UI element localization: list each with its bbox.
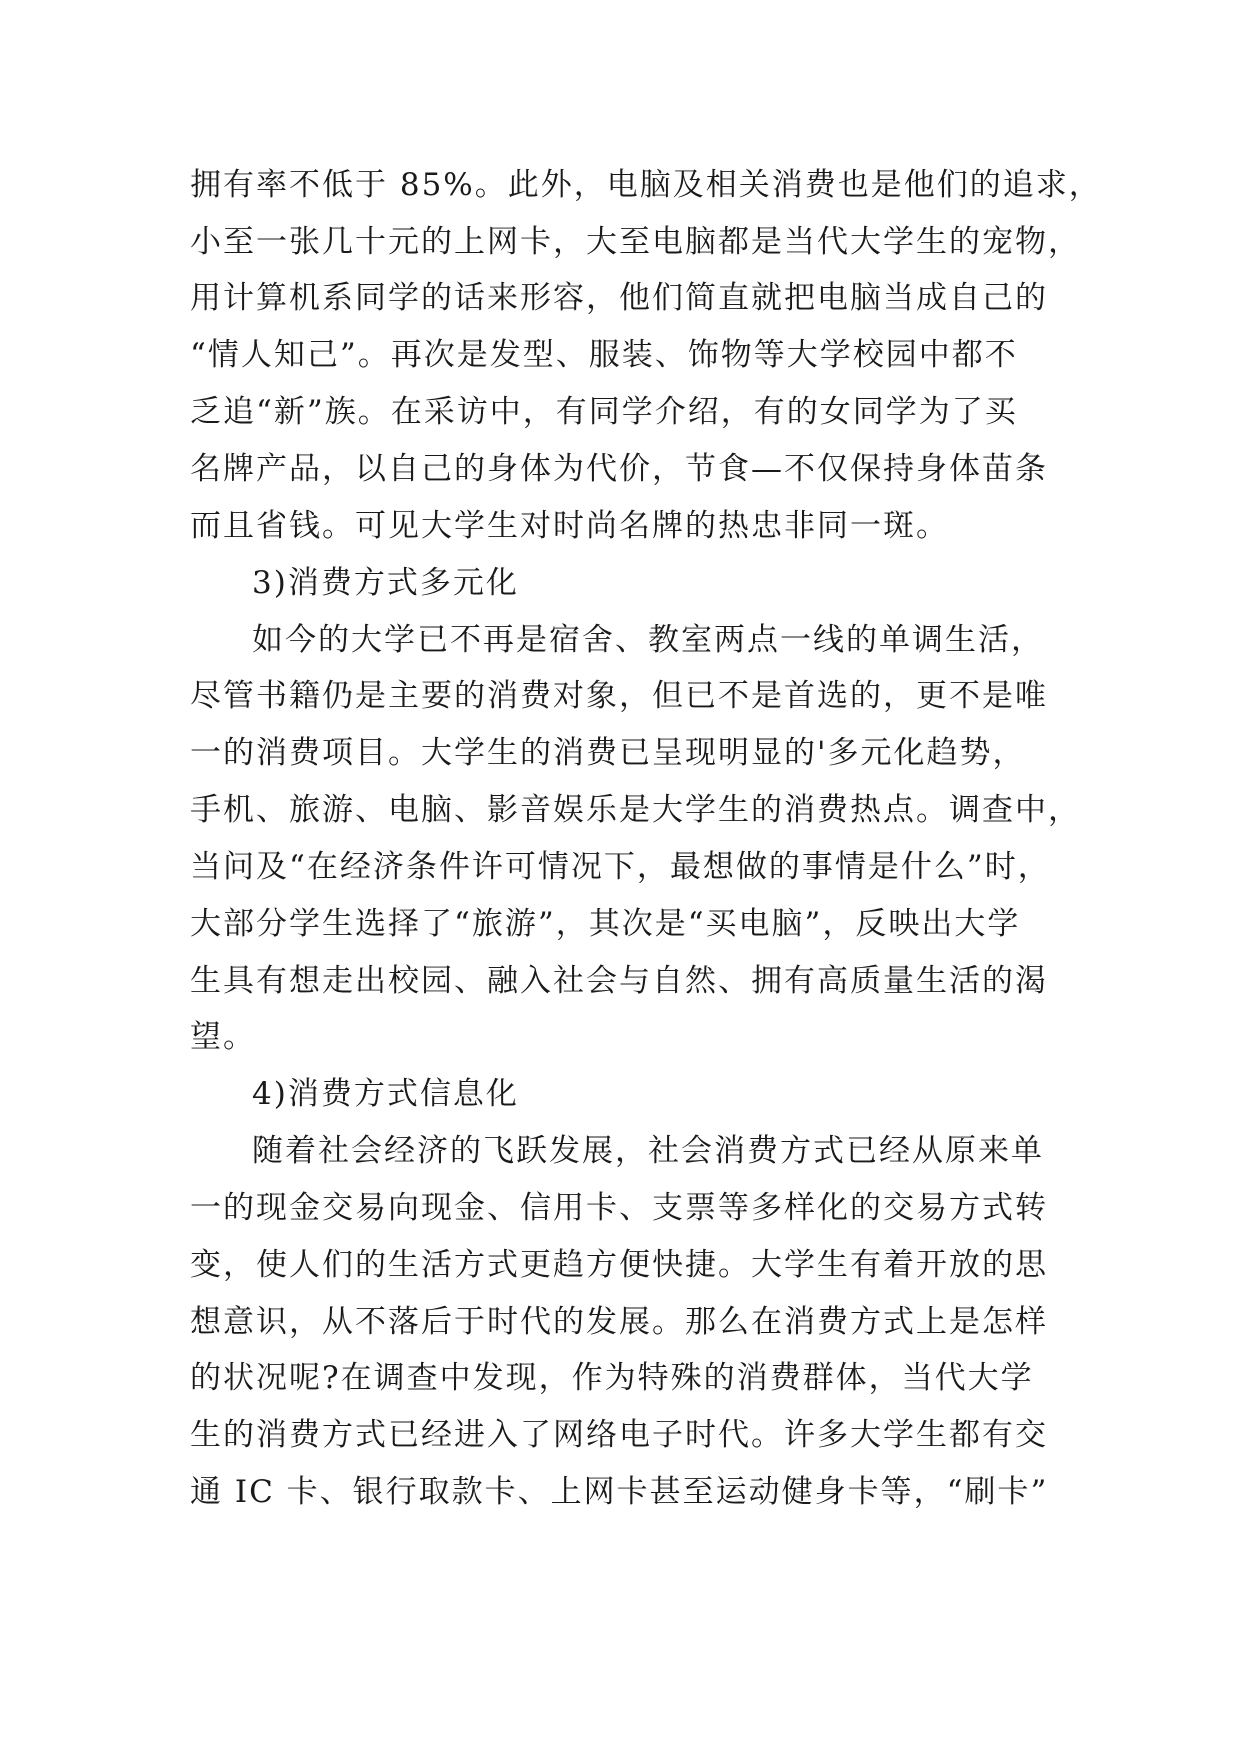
text-line: 手机、旅游、电脑、影音娱乐是大学生的消费热点。调查中， (190, 792, 1081, 828)
text-line: 一的消费项目。大学生的消费已呈现明显的'多元化趋势， (190, 735, 1026, 771)
text-line: 生的消费方式已经进入了网络电子时代。许多大学生都有交 (190, 1417, 1048, 1453)
text-line: 乏追“新”族。在采访中，有同学介绍，有的女同学为了买 (190, 394, 1018, 430)
text-line: 如今的大学已不再是宿舍、教室两点一线的单调生活， (252, 622, 1044, 658)
text-line: 通 IC 卡、银行取款卡、上网卡甚至运动健身卡等，“刷卡” (190, 1474, 1049, 1510)
text-line: 名牌产品，以自己的身体为代价，节食—不仅保持身体苗条 (190, 451, 1048, 487)
text-line: 用计算机系同学的话来形容，他们简直就把电脑当成自己的 (190, 280, 1048, 316)
text-line: 生具有想走出校园、融入社会与自然、拥有高质量生活的渴 (190, 963, 1048, 999)
text-line: 而且省钱。可见大学生对时尚名牌的热忠非同一斑。 (190, 508, 949, 544)
text-line: 一的现金交易向现金、信用卡、支票等多样化的交易方式转 (190, 1190, 1048, 1226)
section-heading: 4)消费方式信息化 (252, 1076, 519, 1112)
text-line: 变，使人们的生活方式更趋方便快捷。大学生有着开放的思 (190, 1247, 1048, 1283)
text-line: 拥有率不低于 85%。此外，电脑及相关消费也是他们的追求， (190, 167, 1102, 203)
text-line: 的状况呢?在调查中发现，作为特殊的消费群体，当代大学 (190, 1360, 1034, 1396)
text-line: 望。 (190, 1019, 256, 1055)
text-line: 想意识，从不落后于时代的发展。那么在消费方式上是怎样 (190, 1304, 1048, 1340)
text-line: 当问及“在经济条件许可情况下，最想做的事情是什么”时， (190, 849, 1051, 885)
text-line: 尽管书籍仍是主要的消费对象，但已不是首选的，更不是唯 (190, 678, 1048, 714)
text-line: “情人知己”。再次是发型、服装、饰物等大学校园中都不 (190, 337, 1018, 373)
section-heading: 3)消费方式多元化 (252, 565, 519, 601)
text-line: 小至一张几十元的上网卡，大至电脑都是当代大学生的宠物， (190, 224, 1081, 260)
text-line: 随着社会经济的飞跃发展，社会消费方式已经从原来单 (252, 1133, 1044, 1169)
text-line: 大部分学生选择了“旅游”，其次是“买电脑”，反映出大学 (190, 906, 1021, 942)
